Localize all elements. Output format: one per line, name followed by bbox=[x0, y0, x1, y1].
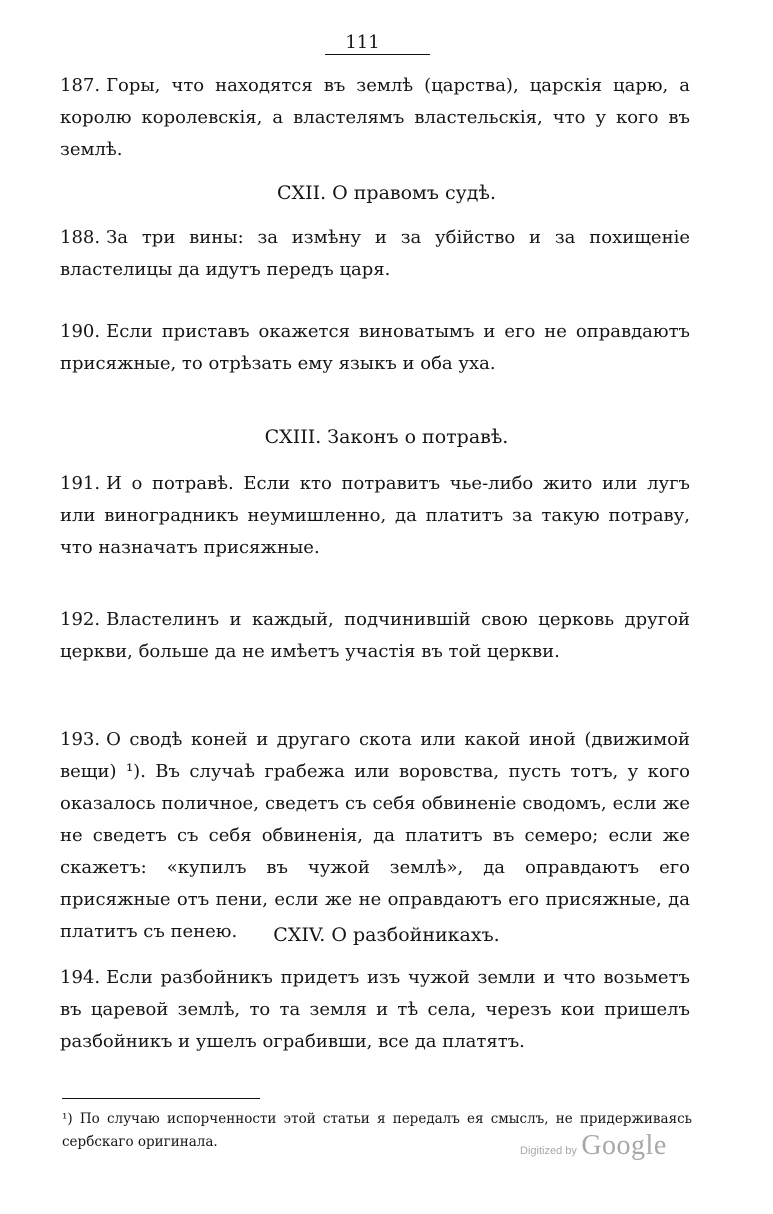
footnote-reference: ¹) bbox=[125, 761, 141, 782]
footnote-marker: ¹) bbox=[62, 1111, 73, 1127]
article-193 bbox=[60, 724, 690, 948]
article-192 bbox=[60, 604, 690, 668]
article-text: О сводѣ коней и другаго скота или какой иной (движимой вещи) bbox=[60, 729, 690, 782]
footnote-rule bbox=[62, 1098, 260, 1099]
article-text: За три вины: за измѣну и за убійство и за похищеніе властелицы да идутъ передъ царя. bbox=[60, 227, 690, 280]
article-194 bbox=[60, 962, 690, 1058]
chapter-heading-113: CXIII. Законъ о потравѣ. bbox=[264, 426, 509, 448]
chapter-heading-112: CXII. О правомъ судѣ. bbox=[277, 182, 496, 204]
article-187 bbox=[60, 70, 690, 166]
article-text-continued: . Въ случаѣ грабежа или воровства, пусть тотъ, у кого оказалось поличное, сведетъ съ себя обвиненіе сводомъ, если же не сведетъ съ себя обвиненія, да платитъ въ семеро; если же скажетъ: «купилъ въ чужой землѣ», да оправдаютъ его присяжные отъ пени, если же не оправдаютъ его присяжные, да платитъ съ пенею. bbox=[60, 761, 690, 942]
article-text: Властелинъ и каждый, подчинившій свою церковь другой церкви, больше да не имѣетъ участія въ той церкви. bbox=[60, 609, 690, 662]
article-number: 187. bbox=[60, 75, 101, 96]
article-number: 194. bbox=[60, 967, 101, 988]
article-188 bbox=[60, 222, 690, 286]
article-190 bbox=[60, 316, 690, 380]
header-rule bbox=[325, 54, 430, 55]
article-text: Горы, что находятся въ землѣ (царства), царскія царю, а королю королевскія, а властелямъ властельскія, что у кого въ землѣ. bbox=[60, 75, 690, 160]
chapter-heading-114: CXIV. О разбойникахъ. bbox=[273, 924, 500, 946]
digitized-label: Digitized by bbox=[520, 1145, 577, 1157]
google-logo: Google bbox=[581, 1130, 667, 1161]
article-number: 191. bbox=[60, 473, 101, 494]
footnote-text: По случаю испорченности этой статьи я передалъ ея смыслъ, не придерживаясь сербскаго оригинала. bbox=[62, 1111, 692, 1150]
article-text: И о потравѣ. Если кто потравитъ чье-либо жито или лугъ или виноградникъ неумишленно, да платитъ за такую потраву, что назначатъ присяжные. bbox=[60, 473, 690, 558]
article-number: 190. bbox=[60, 321, 101, 342]
article-191 bbox=[60, 468, 690, 564]
article-number: 188. bbox=[60, 227, 101, 248]
article-text: Если разбойникъ придетъ изъ чужой земли и что возьметъ въ царевой землѣ, то та земля и тѣ села, черезъ кои пришелъ разбойникъ и ушелъ ограбивши, все да платятъ. bbox=[60, 967, 690, 1052]
article-number: 192. bbox=[60, 609, 101, 630]
article-text: Если приставъ окажется виноватымъ и его не оправдаютъ присяжные, то отрѣзать ему языкъ и оба уха. bbox=[60, 321, 690, 374]
page-number: 111 bbox=[345, 32, 380, 53]
digitized-watermark bbox=[520, 1130, 667, 1162]
article-number: 193. bbox=[60, 729, 101, 750]
